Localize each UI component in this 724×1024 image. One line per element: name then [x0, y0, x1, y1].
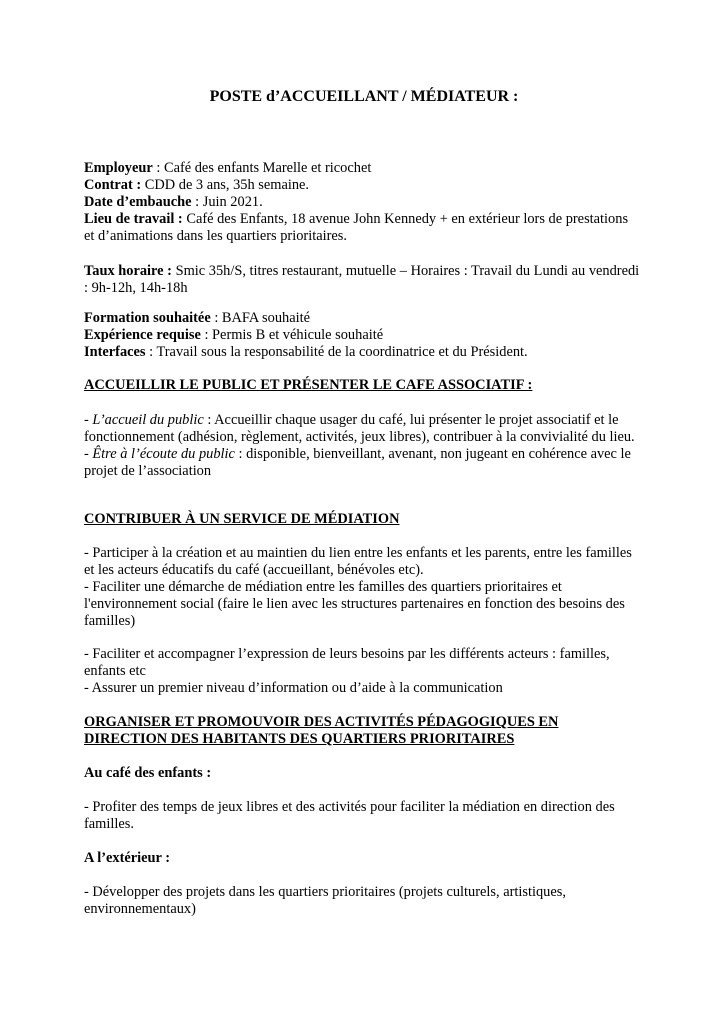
info-value: Travail sous la responsabilité de la coordinatrice et du Président.	[156, 344, 528, 360]
info-sep: :	[210, 310, 222, 326]
job-info	[84, 160, 640, 245]
item-title: Être à l’écoute du public	[92, 446, 235, 462]
bullet-dash: -	[84, 446, 93, 462]
subheading-text: Au café des enfants :	[84, 765, 212, 781]
info-label: Formation souhaitée	[84, 310, 211, 326]
hourly-rate-line	[84, 263, 640, 297]
info-label: Expérience requise	[84, 327, 201, 343]
training-line	[84, 310, 640, 327]
info-sep: :	[200, 327, 213, 343]
info-value: Permis B et véhicule souhaité	[212, 327, 384, 343]
welcome-item	[84, 412, 640, 446]
section-heading-text: ACCUEILLIR LE PUBLIC ET PRÉSENTER LE CAFE ASSOCIATIF :	[84, 377, 533, 393]
bullet-dash: -	[84, 412, 93, 428]
item-text: : Accueillir chaque usager du café, lui présenter le projet associatif et le fonctionnement (adhésion, règlement, activités, jeux libres), contribuer à la convivialité du lieu.	[84, 412, 635, 445]
section-heading-text: ORGANISER ET PROMOUVOIR DES ACTIVITÉS PÉDAGOGIQUES EN DIRECTION DES HABITANTS DES QUARTIERS PRIORITAIRES	[84, 714, 559, 747]
item-title: L’accueil du public	[92, 412, 204, 428]
contract-line	[84, 177, 640, 194]
section-body	[84, 545, 640, 630]
subheading-text: A l’extérieur :	[84, 850, 171, 866]
subheading	[84, 765, 640, 782]
section-heading	[84, 511, 640, 528]
info-sep: :	[191, 194, 203, 210]
experience-line	[84, 327, 640, 344]
section-body	[84, 799, 640, 833]
workplace-line	[84, 211, 640, 245]
section-body	[84, 412, 640, 480]
paragraph: - Participer à la création et au maintien du lien entre les enfants et les parents, entre les familles et les acteurs éducatifs du café (accueillant, bénévoles etc).	[84, 545, 632, 578]
paragraph: - Développer des projets dans les quartiers prioritaires (projets culturels, artistiques, environnementaux)	[84, 884, 566, 917]
pay-info	[84, 263, 640, 297]
start-date-line	[84, 194, 640, 211]
item-text: : disponible, bienveillant, avenant, non jugeant en cohérence avec le projet de l’association	[84, 446, 631, 479]
info-value: BAFA souhaité	[221, 310, 311, 326]
listening-item	[84, 446, 640, 480]
info-value: Smic 35h/S, titres restaurant, mutuelle – Horaires : Travail du Lundi au vendredi : 9h-12h, 14h-18h	[84, 263, 640, 296]
info-label: Contrat :	[84, 177, 142, 193]
info-value: Café des enfants Marelle et ricochet	[163, 160, 372, 176]
subheading	[84, 850, 640, 867]
paragraph: - Faciliter et accompagner l’expression de leurs besoins par les différents acteurs : familles, enfants etc	[84, 646, 610, 679]
info-sep: :	[152, 160, 164, 176]
section-body	[84, 884, 640, 918]
info-label: Employeur	[84, 160, 153, 176]
section-heading-text: CONTRIBUER À UN SERVICE DE MÉDIATION	[84, 511, 400, 527]
requirements-info	[84, 310, 640, 361]
info-label: Date d’embauche	[84, 194, 192, 210]
section-heading	[84, 714, 640, 748]
paragraph: - Assurer un premier niveau d’information ou d’aide à la communication	[84, 680, 503, 696]
info-label: Interfaces	[84, 344, 146, 360]
section-heading	[84, 377, 640, 394]
page-title: POSTE d’ACCUEILLANT / MÉDIATEUR :	[209, 88, 519, 105]
employer-line	[84, 160, 640, 177]
info-value: Café des Enfants, 18 avenue John Kennedy + en extérieur lors de prestations et d’animations dans les quartiers prioritaires.	[84, 211, 629, 244]
info-label: Taux horaire :	[84, 263, 172, 279]
paragraph: - Faciliter une démarche de médiation entre les familles des quartiers prioritaires et l'environnement social (faire le lien avec les structures partenaires en fonction des besoins des familles)	[84, 579, 625, 629]
section-body	[84, 646, 640, 697]
info-sep: :	[145, 344, 157, 360]
info-label: Lieu de travail :	[84, 211, 183, 227]
info-value: CDD de 3 ans, 35h semaine.	[144, 177, 310, 193]
interfaces-line	[84, 344, 640, 361]
paragraph: - Profiter des temps de jeux libres et des activités pour faciliter la médiation en direction des familles.	[84, 799, 615, 832]
info-value: Juin 2021.	[202, 194, 263, 210]
